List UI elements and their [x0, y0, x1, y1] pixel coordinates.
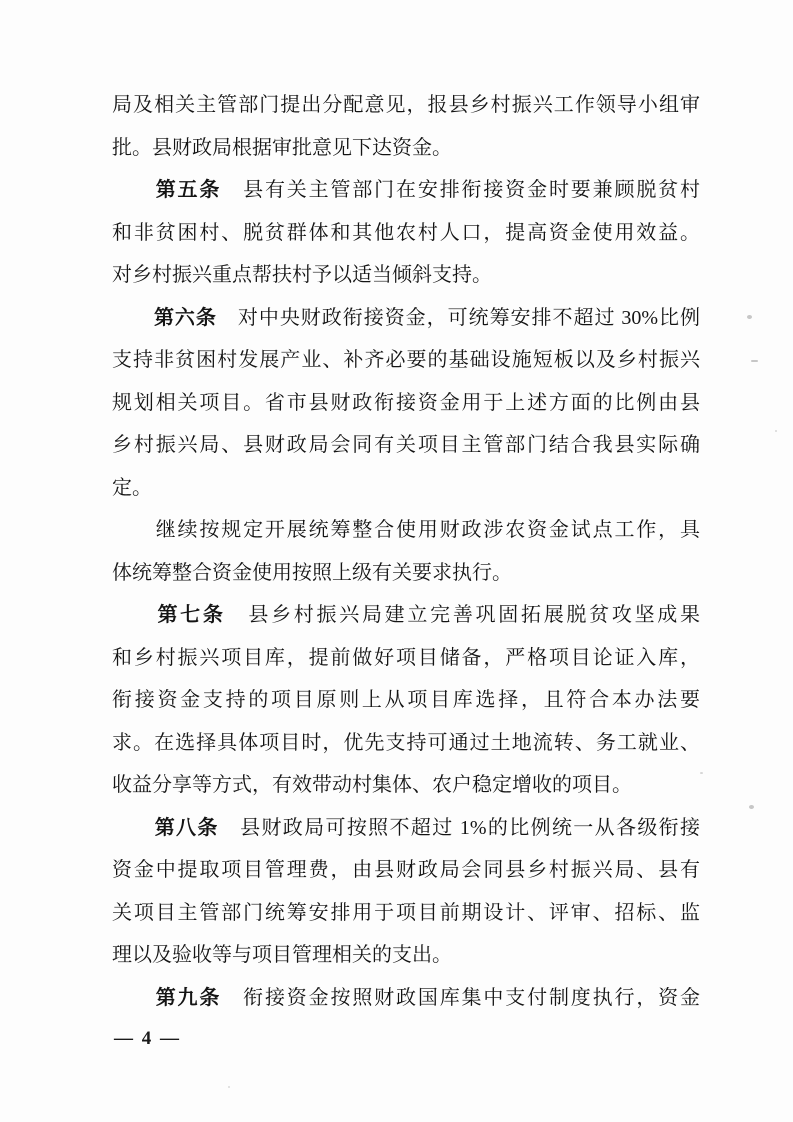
- text-segment: 关项目主管部门统筹安排用于项目前期设计、评审、招标、监: [112, 901, 700, 924]
- text-segment: 县财政局可按照不超过 1%的比例统一从各级衔接: [218, 816, 701, 839]
- text-segment: 局及相关主管部门提出分配意见，报县乡村振兴工作领导小组审: [112, 94, 700, 116]
- text-segment: [112, 179, 156, 201]
- text-line-8: [112, 382, 700, 425]
- text-line-7: [112, 339, 700, 382]
- text-segment: 求。在选择具体项目时，优先支持可通过土地流转、务工就业、: [112, 731, 700, 754]
- text-line-20: [112, 892, 700, 935]
- text-line-12: [112, 552, 700, 595]
- text-line-18: [112, 807, 700, 850]
- text-segment: 和乡村振兴项目库，提前做好项目储备，严格项目论证入库，: [112, 646, 700, 669]
- text-segment: 收益分享等方式，有效带动村集体、农户稳定增收的项目。: [112, 774, 632, 796]
- text-segment: [112, 604, 157, 626]
- scan-speck: [228, 1086, 230, 1088]
- text-segment: 体统筹整合资金使用按照上级有关要求执行。: [112, 561, 512, 584]
- article-number: 第五条: [155, 179, 222, 201]
- text-segment: 衔接资金按照财政国库集中支付制度执行，资金: [221, 986, 701, 1009]
- text-segment: 衔接资金支持的项目原则上从项目库选择，且符合本办法要: [112, 689, 700, 711]
- scan-speck: [700, 772, 703, 774]
- text-line-11: [112, 509, 700, 552]
- article-number: 第九条: [155, 986, 222, 1009]
- text-line-6: [112, 297, 700, 340]
- text-line-21: [112, 934, 700, 977]
- text-segment: 继续按规定开展统筹整合使用财政涉农资金试点工作，具: [112, 519, 700, 541]
- article-number: 第六条: [153, 306, 217, 329]
- text-segment: 支持非贫困村发展产业、补齐必要的基础设施短板以及乡村振兴: [112, 349, 700, 371]
- text-segment: 定。: [112, 476, 152, 499]
- text-segment: 对中央财政衔接资金，可统筹安排不超过 30%比例: [216, 306, 701, 329]
- text-line-2: [112, 127, 700, 170]
- article-number: 第七条: [157, 604, 226, 626]
- text-segment: 县乡村振兴局建立完善巩固拓展脱贫攻坚成果: [225, 604, 701, 626]
- text-line-15: [112, 679, 700, 722]
- text-segment: 对乡村振兴重点帮扶村予以适当倾斜支持。: [112, 264, 492, 286]
- scan-speck: [747, 315, 752, 319]
- scan-speck: [775, 430, 777, 432]
- text-segment: 乡村振兴局、县财政局会同有关项目主管部门结合我县实际确: [112, 434, 700, 456]
- text-segment: 批。县财政局根据审批意见下达资金。: [112, 136, 452, 159]
- page-number: — 4 —: [114, 1028, 181, 1049]
- article-number: 第八条: [154, 816, 219, 839]
- text-segment: 和非贫困村、脱贫群体和其他农村人口，提高资金使用效益。: [112, 221, 700, 244]
- scan-speck: [749, 805, 754, 809]
- text-segment: [112, 817, 155, 839]
- text-line-13: [112, 594, 700, 637]
- text-segment: 县有关主管部门在安排衔接资金时要兼顾脱贫村: [221, 179, 701, 201]
- text-segment: 资金中提取项目管理费，由县财政局会同县乡村振兴局、县有: [112, 859, 700, 881]
- text-line-5: [112, 254, 700, 297]
- text-line-22: [112, 977, 700, 1020]
- text-line-17: [112, 764, 700, 807]
- text-segment: 理以及验收等与项目管理相关的支出。: [112, 944, 452, 966]
- text-segment: [112, 307, 154, 329]
- text-line-19: [112, 849, 700, 892]
- document-body: [112, 84, 700, 1019]
- text-line-1: [112, 84, 700, 127]
- scan-speck: [751, 360, 758, 362]
- text-line-10: [112, 467, 700, 510]
- text-line-14: [112, 637, 700, 680]
- text-segment: 规划相关项目。省市县财政衔接资金用于上述方面的比例由县: [112, 391, 700, 414]
- text-line-4: [112, 212, 700, 255]
- text-line-16: [112, 722, 700, 765]
- text-line-3: [112, 169, 700, 212]
- text-line-9: [112, 424, 700, 467]
- text-segment: [112, 987, 156, 1009]
